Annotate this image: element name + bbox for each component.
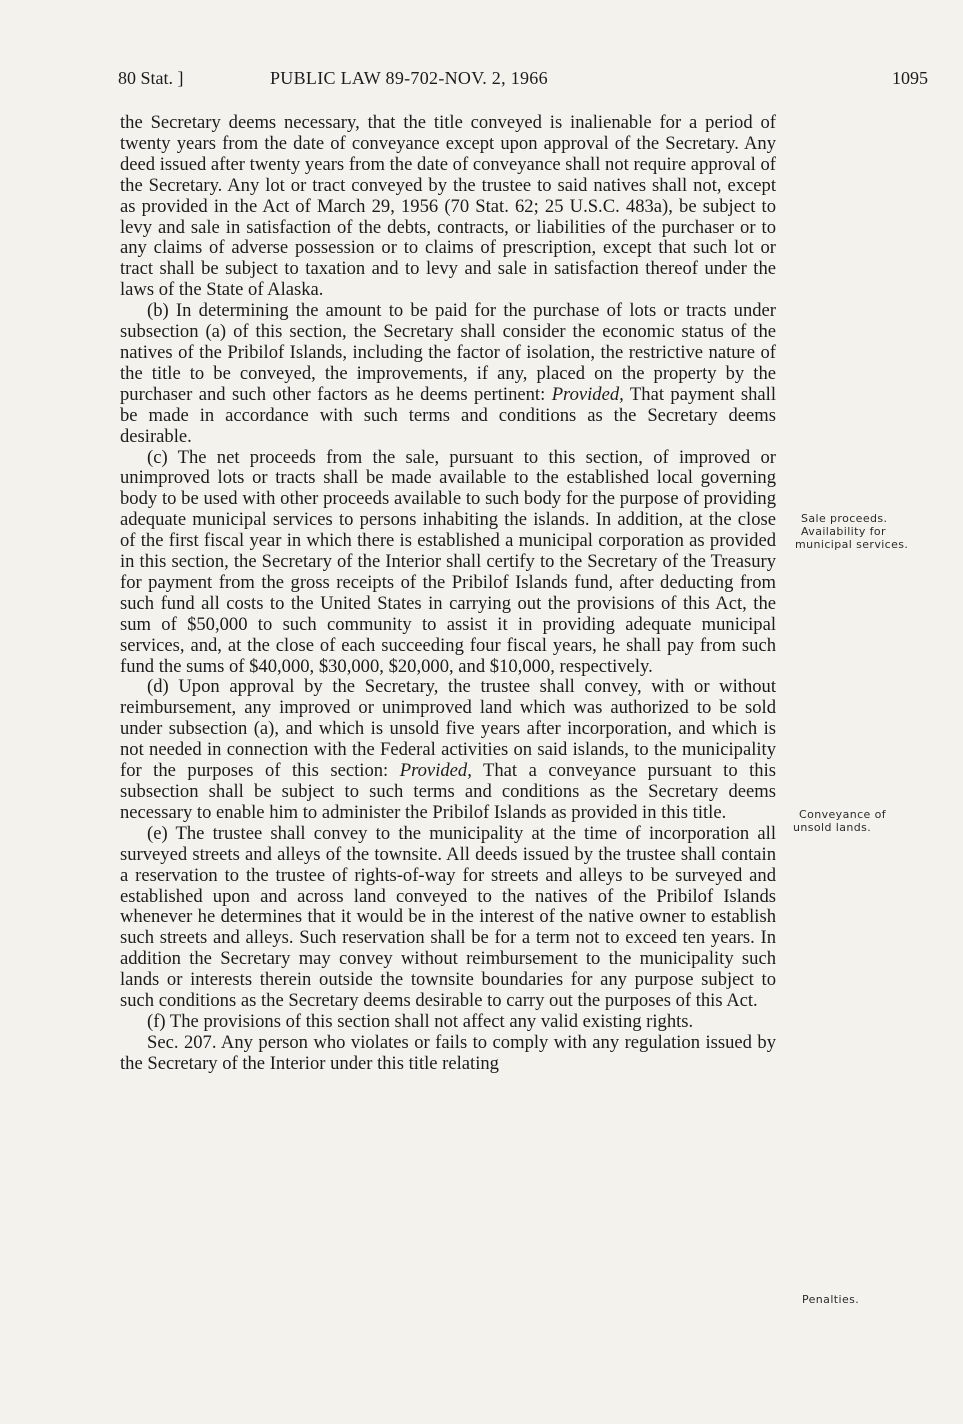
margin-note-line: municipal services.	[795, 538, 909, 551]
paragraph-text: (d) Upon approval by the Secretary, the trustee shall convey, with or without reimbursement, any improved or unimproved land which was authorized to be sold under subsection (a), and which is unsold five years after incorporation, and which is not needed in connection with the Federal activities on said islands, to the municipality for the purposes of this section:	[120, 676, 776, 782]
volume-citation: 80 Stat. ]	[118, 68, 184, 88]
running-header	[118, 64, 928, 92]
paragraph-b	[120, 301, 776, 447]
paragraph-text: (b) In determining the amount to be paid for the purchase of lots or tracts under subsection (a) of this section, the Secretary shall consider the economic status of the natives of the Pribilof Islands, including the factor of isolation, the restrictive nature of the title to be conveyed, the improvements, if any, placed on the property by the purchaser and such other factors as he deems pertinent:	[120, 300, 776, 405]
header-title: PUBLIC LAW 89-702-NOV. 2, 1966	[270, 68, 548, 88]
paragraph-text: Sec. 207. Any person who violates or fails to comply with any regulation issued by the Secretary of the Interior under this title relating	[120, 1031, 776, 1074]
paragraph-d	[120, 677, 776, 823]
margin-note-line: unsold lands.	[793, 821, 872, 834]
paragraph-e	[120, 824, 776, 1012]
provided-italic: Provided,	[399, 760, 472, 782]
margin-note-line: Sale proceeds.	[801, 512, 888, 525]
paragraph-sec-207	[120, 1033, 776, 1075]
page-number: 1095	[892, 68, 928, 88]
provided-italic: Provided,	[551, 383, 624, 405]
paragraph-f	[120, 1012, 776, 1033]
paragraph-text: That a conveyance pursuant to this subsection shall be subject to such terms and conditions as the Secretary deems necessary to enable him to administer the Pribilof Islands as provided in this title.	[120, 760, 776, 823]
margin-note-line: Availability for	[801, 525, 886, 538]
paragraph-text: (f) The provisions of this section shall not affect any valid existing rights.	[147, 1010, 694, 1032]
paragraph-c	[120, 448, 776, 678]
margin-note-line: Penalties.	[802, 1293, 860, 1306]
paragraph-continuation	[120, 113, 776, 301]
paragraph-text: the Secretary deems necessary, that the title conveyed is inalienable for a period of twenty years from the date of conveyance except upon approval of the Secretary. Any deed issued after twenty years from the date of conveyance shall not require approval of the Secretary. Any lot or tract conveyed by the trustee to said natives shall not, except as provided in the Act of March 29, 1956 (70 Stat. 62; 25 U.S.C. 483a), be subject to levy and sale in satisfaction of the debts, contracts, or liabilities of the purchaser or to any claims of adverse possession or to claims of prescription, except that such lot or tract shall be subject to taxation and to levy and sale in satisfaction thereof under the laws of the State of Alaska.	[120, 112, 776, 301]
paragraph-text: That payment shall be made in accordance with such terms and conditions as the Secretary deems desirable.	[120, 383, 776, 447]
body-text	[120, 113, 776, 1075]
paragraph-text: (e) The trustee shall convey to the municipality at the time of incorporation all surveyed streets and alleys of the townsite. All deeds issued by the trustee shall contain a reservation to the trustee of rights-of-way for streets and alleys to be surveyed and established upon and across land conveyed to the natives of the Pribilof Islands whenever he determines that it would be in the interest of the native owner to establish such streets and alleys. Such reservation shall be for a term not to exceed ten years. In addition the Secretary may convey without reimbursement to the municipality such lands or interests therein outside the townsite boundaries for any purpose subject to such conditions as the Secretary deems desirable to carry out the purposes of this Act.	[120, 822, 776, 1012]
margin-note-conveyance	[793, 808, 943, 834]
margin-note-sale-proceeds	[795, 512, 945, 551]
paragraph-text: (c) The net proceeds from the sale, pursuant to this section, of improved or unimproved lots or tracts shall be made available to the established local governing body to be used with other proceeds available to such body for the purpose of providing adequate municipal services to persons inhabiting the islands. In addition, at the close of the first fiscal year in which there is established a municipal corporation as provided in this section, the Secretary of the Interior shall certify to the Secretary of the Treasury for payment from the gross receipts of the Pribilof Islands fund, after deducting from such fund all costs to the United States in carrying out the provisions of this Act, the sum of $50,000 to such community to assist it in providing adequate municipal services, and, at the close of each succeeding four fiscal years, he shall pay from such fund the sums of $40,000, $30,000, $20,000, and $10,000, respectively.	[120, 446, 776, 677]
margin-note-line: Conveyance of	[799, 808, 886, 821]
margin-note-penalties	[802, 1293, 922, 1306]
